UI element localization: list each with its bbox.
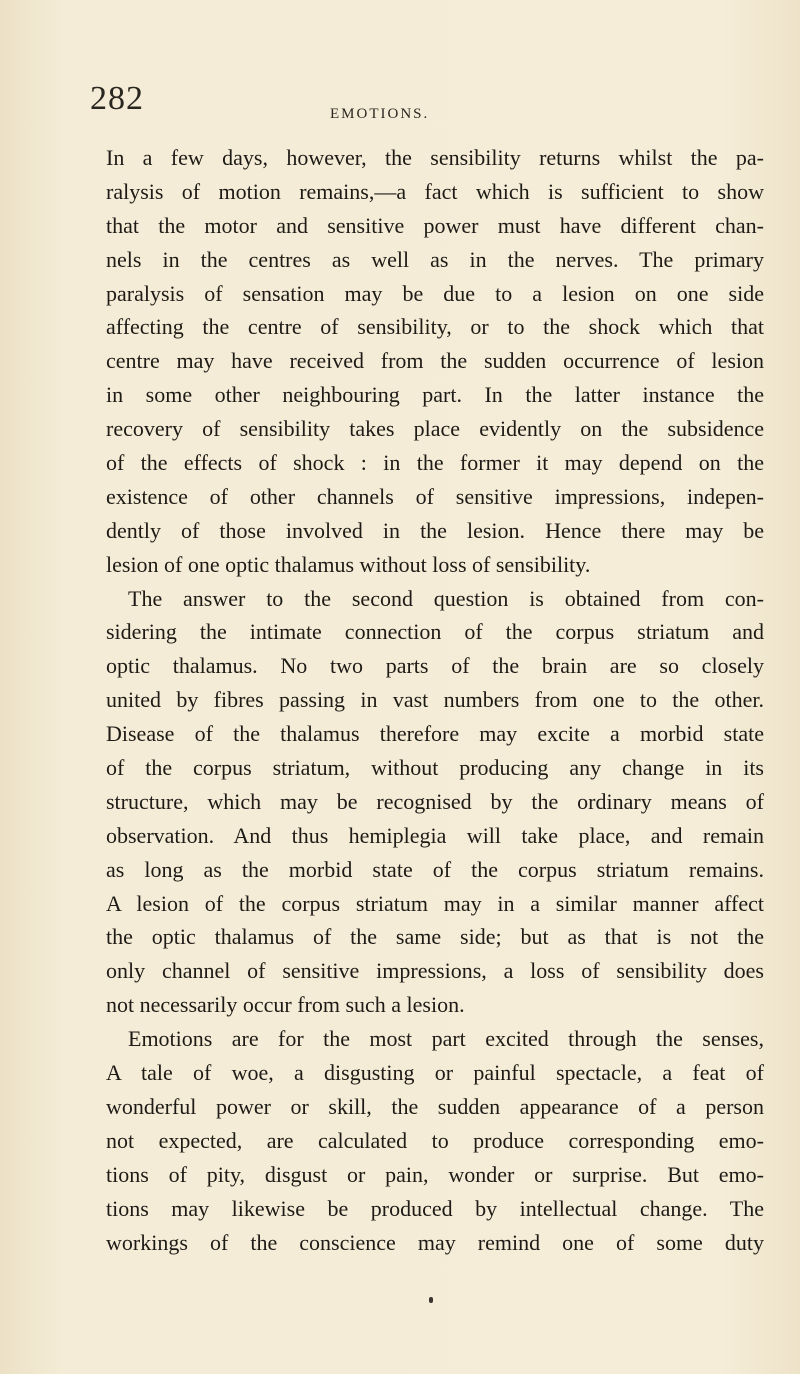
text-line: structure, which may be recognised by the ordinary means of bbox=[106, 788, 764, 814]
text-line: tions of pity, disgust or pain, wonder or surprise. But emo- bbox=[106, 1161, 764, 1187]
text-line: observation. And thus hemiplegia will take place, and remain bbox=[106, 822, 764, 848]
text-line: recovery of sensibility takes place evidently on the subsidence bbox=[106, 416, 764, 442]
text-line: not expected, are calculated to produce corresponding emo- bbox=[106, 1127, 764, 1153]
text-line: of the effects of shock : in the former it may depend on the bbox=[106, 450, 764, 476]
text-line: The answer to the second question is obtained from con- bbox=[128, 585, 764, 611]
print-mark bbox=[429, 1297, 433, 1303]
text-line: wonderful power or skill, the sudden appearance of a person bbox=[106, 1093, 764, 1119]
text-line: ralysis of motion remains,—a fact which is sufficient to show bbox=[106, 178, 764, 204]
text-line: paralysis of sensation may be due to a lesion on one side bbox=[106, 280, 764, 306]
text-line: that the motor and sensitive power must have different chan- bbox=[106, 212, 764, 238]
text-line: lesion of one optic thalamus without loss of sensibility. bbox=[106, 551, 591, 577]
text-line: only channel of sensitive impressions, a loss of sensibility does bbox=[106, 958, 764, 984]
text-line: existence of other channels of sensitive impressions, indepen- bbox=[106, 483, 764, 509]
text-line: A lesion of the corpus striatum may in a similar manner affect bbox=[106, 890, 764, 916]
text-line: the optic thalamus of the same side; but as that is not the bbox=[106, 924, 764, 950]
text-line: Disease of the thalamus therefore may excite a morbid state bbox=[106, 721, 764, 747]
text-line: sidering the intimate connection of the corpus striatum and bbox=[106, 619, 764, 645]
text-line: Emotions are for the most part excited through the senses, bbox=[128, 1026, 764, 1052]
text-line: of the corpus striatum, without producing any change in its bbox=[106, 755, 764, 781]
text-line: affecting the centre of sensibility, or to the shock which that bbox=[106, 314, 764, 340]
body-text bbox=[106, 141, 764, 1259]
text-line: A tale of woe, a disgusting or painful spectacle, a feat of bbox=[106, 1060, 764, 1086]
text-line: united by fibres passing in vast numbers from one to the other. bbox=[106, 687, 764, 713]
page-number: 282 bbox=[90, 80, 144, 117]
text-line: In a few days, however, the sensibility returns whilst the pa- bbox=[106, 145, 764, 170]
text-line: nels in the centres as well as in the nerves. The primary bbox=[106, 246, 764, 272]
text-line: as long as the morbid state of the corpus striatum remains. bbox=[106, 856, 764, 882]
text-line: optic thalamus. No two parts of the brain are so closely bbox=[106, 653, 764, 679]
text-line: centre may have received from the sudden occurrence of lesion bbox=[106, 348, 764, 374]
text-line: workings of the conscience may remind one of some duty bbox=[106, 1229, 764, 1255]
text-line: in some other neighbouring part. In the latter instance the bbox=[106, 382, 764, 408]
running-head: EMOTIONS. bbox=[330, 106, 430, 122]
text-line: dently of those involved in the lesion. Hence there may be bbox=[106, 517, 764, 543]
text-line: not necessarily occur from such a lesion. bbox=[106, 992, 465, 1018]
text-line: tions may likewise be produced by intellectual change. The bbox=[106, 1195, 764, 1221]
